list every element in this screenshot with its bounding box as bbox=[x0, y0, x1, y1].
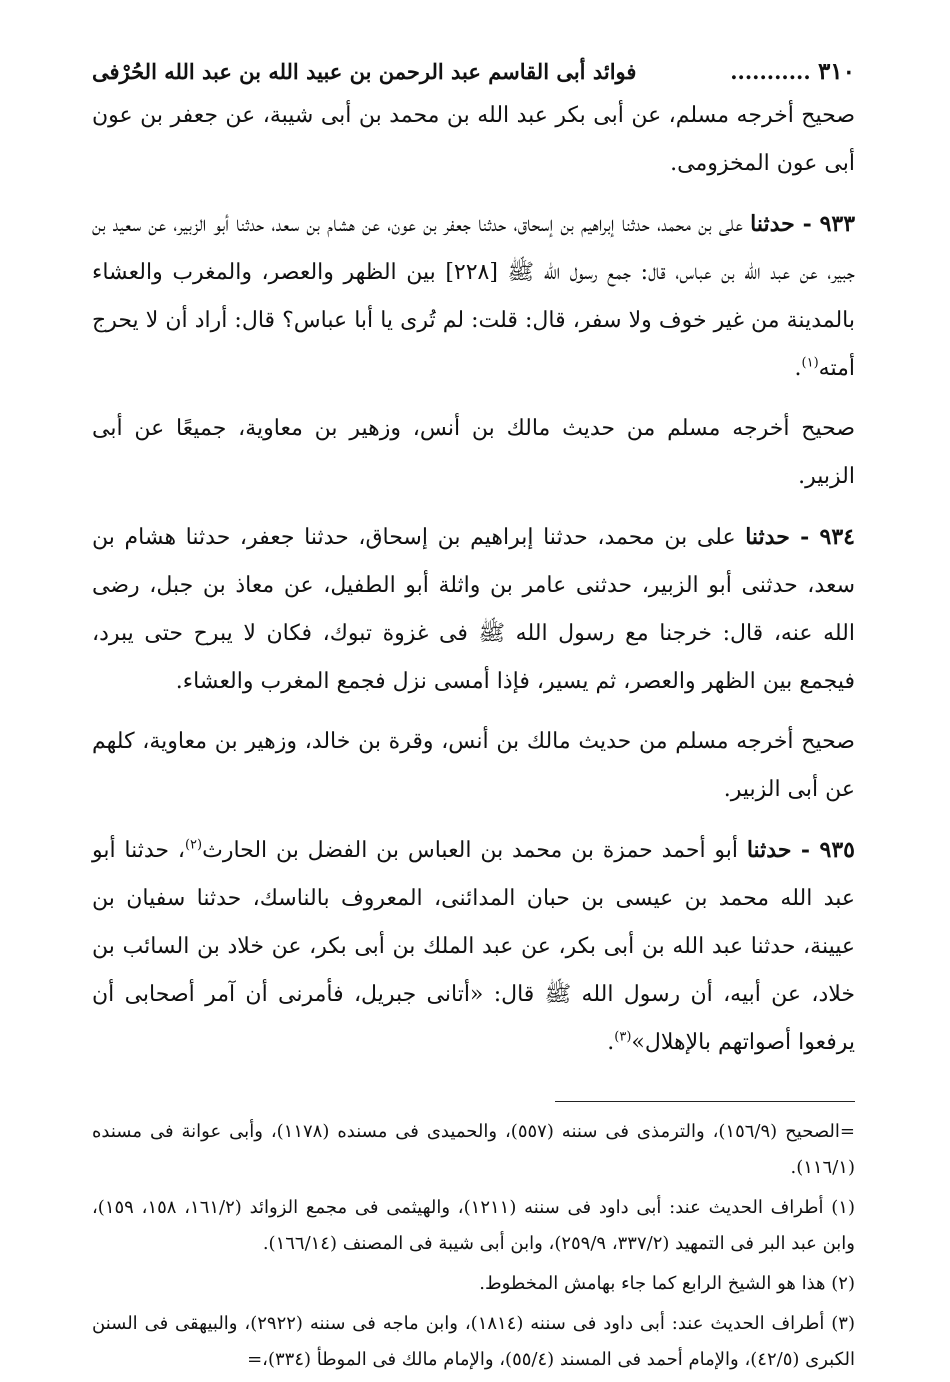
footnote-ref-2[interactable]: (٢) bbox=[184, 837, 203, 853]
paragraph-text: صحيح أخرجه مسلم، عن أبى بكر عبد الله بن محمد بن أبى شيبة، عن جعفر بن عون أبى عون المخزومى. bbox=[92, 103, 855, 176]
running-header bbox=[92, 52, 855, 92]
footnote-separator bbox=[555, 1101, 855, 1102]
sahih-note-1 bbox=[92, 92, 855, 188]
hadith-934 bbox=[92, 513, 855, 706]
hadith-number: ٩٣٣ bbox=[819, 211, 856, 237]
hadith-number: ٩٣٤ bbox=[819, 524, 855, 550]
hadith-keyword: حدثنا bbox=[746, 837, 792, 863]
footnote-ref-3[interactable]: (٣) bbox=[614, 1029, 632, 1045]
hadith-text-cont: ، حدثنا أبو عبد الله محمد بن عيسى بن حبان المدائنى، المعروف بالناسك، حدثنا سفيان بن عيينة، حدثنا عبد الله بن أبى بكر، عن عبد الملك بن أبى بكر، عن خلاد بن السائب بن خلاد، عن أبيه، أن رسول الله ﷺ قال: «أتانى جبريل، فأمرنى أن آمر أصحابى أن يرفعوا أصواتهم بالإهلال» bbox=[92, 838, 855, 1055]
footnote-ref-1[interactable]: (١) bbox=[801, 355, 819, 371]
hadith-keyword: حدثنا bbox=[750, 211, 795, 237]
hadith-text: على بن محمد، حدثنا إبراهيم بن إسحاق، حدثنا جعفر، حدثنا هشام بن سعد، حدثنى أبو الزبير، حدثنى عامر بن واثلة أبو الطفيل، عن معاذ بن جبل، رضى الله عنه، قال: خرجنا مع رسول الله ﷺ فى غزوة تبوك، فكان لا يبرح حتى يبرد، فيجمع بين الظهر والعصر، ثم يسير، فإذا أمسى نزل فجمع المغرب والعشاء. bbox=[92, 525, 855, 694]
paragraph-text: صحيح أخرجه مسلم من حديث مالك بن أنس، وقرة بن خالد، وزهير بن معاوية، كلهم عن أبى الزبير. bbox=[92, 729, 855, 802]
footnote-3: (٣) أطراف الحديث عند: أبى داود فى سننه (١٨١٤)، وابن ماجه فى سننه (٢٩٢٢)، والبيهقى فى السنن الكبرى (٤٢/٥)، والإمام أحمد فى المسند (٥٥/٤)، والإمام مالك فى الموطأ (٣٣٤)،= bbox=[92, 1313, 855, 1370]
hadith-933 bbox=[92, 200, 855, 393]
sahih-note-3 bbox=[92, 718, 855, 814]
hadith-number: ٩٣٥ bbox=[819, 837, 855, 863]
footnote-2: (٢) هذا هو الشيخ الرابع كما جاء بهامش المخطوط. bbox=[479, 1273, 855, 1294]
hadith-dash: - bbox=[791, 837, 820, 863]
footnote-continuation: =الصحيح (١٥٦/٩)، والترمذى فى سننه (٥٥٧)، والحميدى فى مسنده (١١٧٨)، وأبى عوانة فى مسنده (١١٦/١). bbox=[92, 1121, 855, 1178]
header-right bbox=[730, 52, 855, 92]
footnotes bbox=[92, 1114, 855, 1378]
hadith-dash: - bbox=[794, 211, 820, 237]
main-text bbox=[92, 92, 855, 1067]
hadith-935 bbox=[92, 826, 855, 1067]
hadith-end: . bbox=[607, 1030, 615, 1055]
footnote-1: (١) أطراف الحديث عند: أبى داود فى سننه (١٢١١)، والهيثمى فى مجمع الزوائد (١٦١/٢، ١٥٨، ١٥٩)، وابن عبد البر فى التمهيد (٣٣٧/٢، ٢٥٩/٩)، وابن أبى شيبة فى المصنف (١٦٦/١٤). bbox=[92, 1197, 855, 1254]
hadith-text: على بن محمد، حدثنا إبراهيم بن إسحاق، حدثنا جعفر بن عون، عن هشام بن سعد، حدثنا أبو الزبير، عن سعيد بن جبير، عن عبد الله بن عباس، قال: جمع رسول الله ﷺ [٢٢٨] بين الظهر والعصر، والمغرب والعشاء بالمدينة من غير خوف ولا سفر، قال: قلت: لم تُرى يا أبا عباس؟ قال: أراد أن لا يحرج أمته bbox=[92, 212, 855, 381]
document-page bbox=[92, 52, 855, 1382]
hadith-text: أبو أحمد حمزة بن محمد بن العباس بن الفضل بن الحارث bbox=[202, 838, 747, 863]
hadith-end: . bbox=[794, 356, 802, 381]
header-dots: ........... bbox=[730, 59, 811, 84]
hadith-dash: - bbox=[789, 524, 820, 550]
sahih-note-2 bbox=[92, 405, 855, 501]
hadith-keyword: حدثنا bbox=[745, 524, 790, 550]
page-number: ٣١٠ bbox=[817, 58, 855, 85]
book-title: فوائد أبى القاسم عبد الرحمن بن عبيد الله بن عبد الله الحُرْفى bbox=[92, 59, 637, 84]
paragraph-text: صحيح أخرجه مسلم من حديث مالك بن أنس، وزهير بن معاوية، جميعًا عن أبى الزبير. bbox=[92, 416, 855, 489]
